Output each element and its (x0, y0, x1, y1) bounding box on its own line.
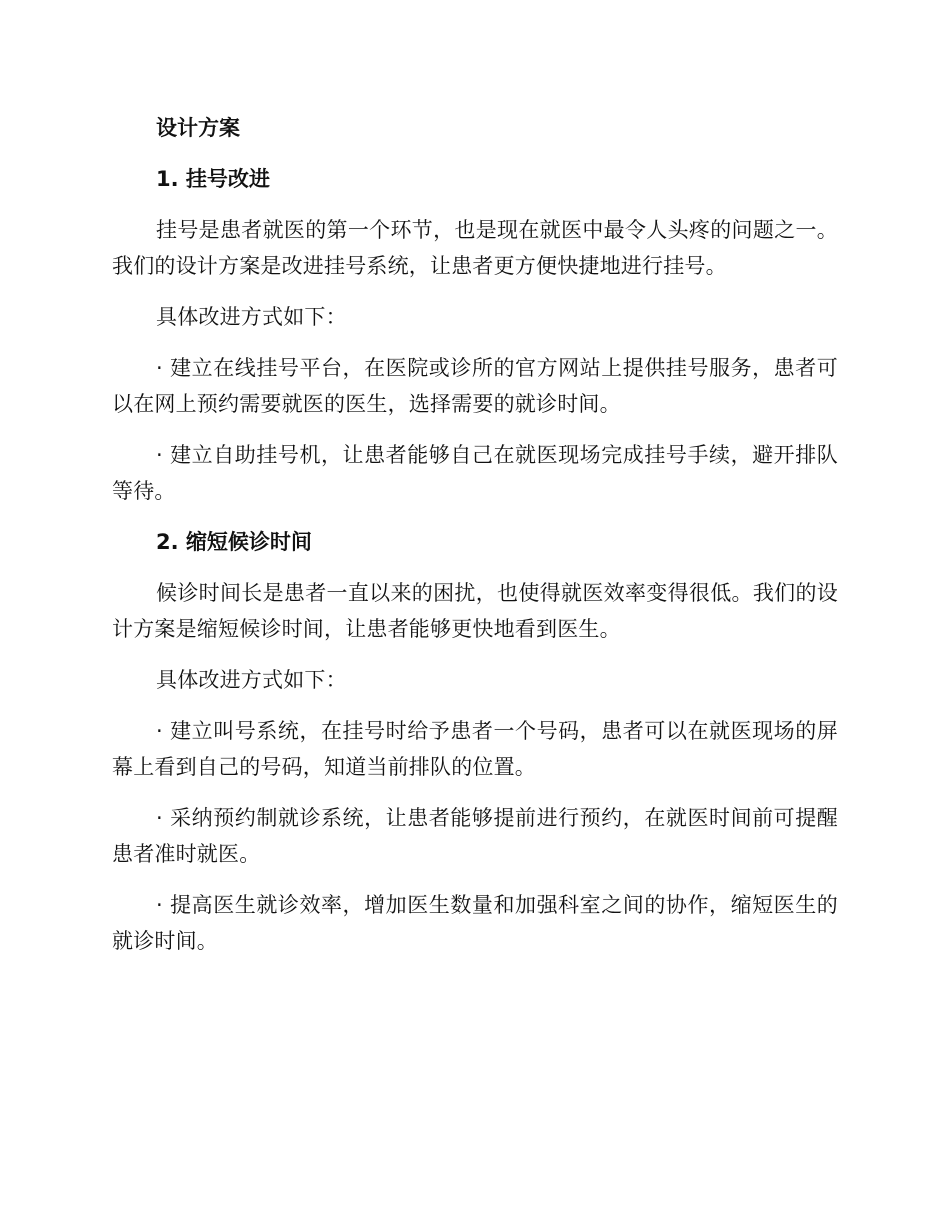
section-2-item-3: · 提高医生就诊效率，增加医生数量和加强科室之间的协作，缩短医生的就诊时间。 (112, 893, 838, 953)
section-2-list-intro: 具体改进方式如下： (156, 668, 347, 692)
section-1-list-intro: 具体改进方式如下： (156, 305, 347, 329)
section-2-heading: 2. 缩短候诊时间 (156, 530, 312, 554)
section-1-item-2: · 建立自助挂号机，让患者能够自己在就医现场完成挂号手续，避开排队等待。 (112, 443, 838, 503)
document-title: 设计方案 (156, 116, 240, 140)
section-1-heading: 1. 挂号改进 (156, 167, 270, 191)
document-body (112, 110, 838, 974)
section-1-intro: 挂号是患者就医的第一个环节，也是现在就医中最令人头疼的问题之一。我们的设计方案是改进挂号系统，让患者更方便快捷地进行挂号。 (112, 218, 838, 278)
section-1-item-1: · 建立在线挂号平台，在医院或诊所的官方网站上提供挂号服务，患者可以在网上预约需要就医的医生，选择需要的就诊时间。 (112, 356, 838, 416)
section-2-item-1: · 建立叫号系统，在挂号时给予患者一个号码，患者可以在就医现场的屏幕上看到自己的号码，知道当前排队的位置。 (112, 719, 838, 779)
section-2-item-2: · 采纳预约制就诊系统，让患者能够提前进行预约，在就医时间前可提醒患者准时就医。 (112, 806, 838, 866)
section-2-intro: 候诊时间长是患者一直以来的困扰，也使得就医效率变得很低。我们的设计方案是缩短候诊时间，让患者能够更快地看到医生。 (112, 581, 838, 641)
